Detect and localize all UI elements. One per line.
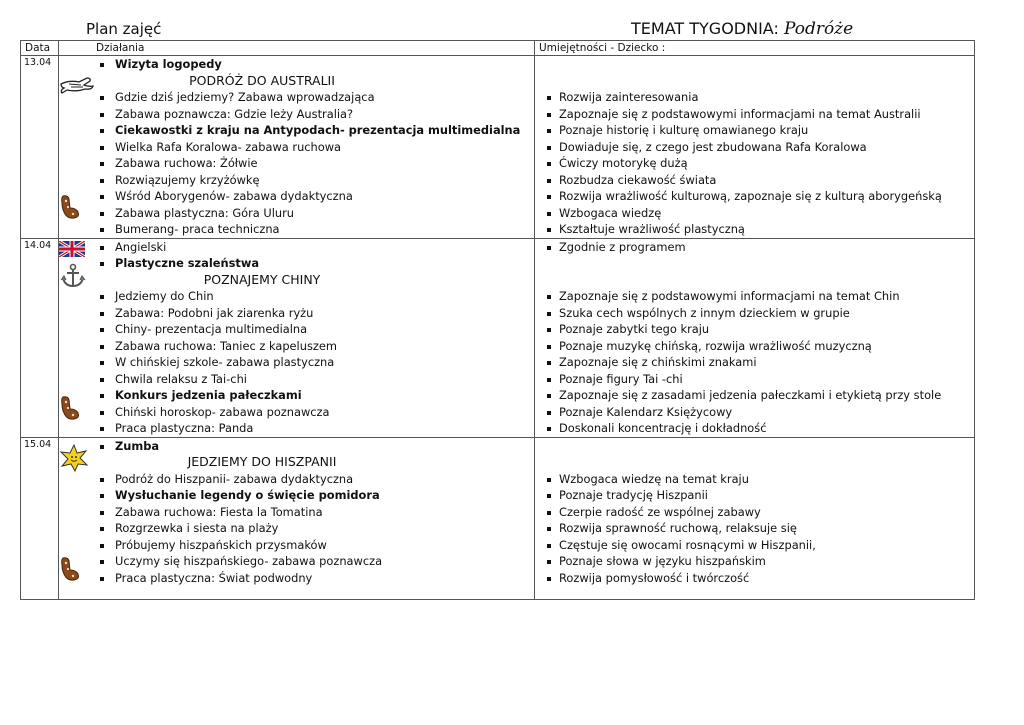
activities-list	[57, 239, 534, 437]
activity-item: Zabawa ruchowa: Żółwie	[57, 155, 534, 172]
header-date: Data	[21, 41, 59, 56]
activity-item: Chwila relaksu z Tai-chi	[57, 371, 534, 388]
skill-item: Częstuje się owocami rosnącymi w Hiszpanii,	[541, 537, 974, 554]
week-topic	[631, 19, 853, 39]
skills-list	[535, 56, 974, 238]
activities-cell	[59, 56, 535, 239]
date-label: 13.04	[24, 57, 52, 68]
skill-item: Zapoznaje się z zasadami jedzenia pałeczkami i etykietą przy stole	[541, 387, 974, 404]
activity-item: Próbujemy hiszpańskich przysmaków	[57, 537, 534, 554]
activity-item: Zumba	[57, 438, 534, 455]
date-cell	[21, 437, 59, 599]
skill-item: Zapoznaje się z podstawowymi informacjami na temat Chin	[541, 288, 974, 305]
activity-item: Wielka Rafa Koralowa- zabawa ruchowa	[57, 139, 534, 156]
day-theme-heading: POZNAJEMY CHINY	[203, 271, 321, 287]
skill-item: Zapoznaje się z podstawowymi informacjami na temat Australii	[541, 106, 974, 123]
header-activities	[59, 41, 535, 56]
activity-item: Rozgrzewka i siesta na plaży	[57, 520, 534, 537]
activity-item: Praca plastyczna: Świat podwodny	[57, 570, 534, 587]
skill-spacer	[541, 255, 974, 272]
plan-table	[20, 40, 975, 600]
activity-item: Chiński horoskop- zabawa poznawcza	[57, 404, 534, 421]
skill-item: Doskonali koncentrację i dokładność	[541, 420, 974, 437]
skill-item: Poznaje figury Tai -chi	[541, 371, 974, 388]
skills-list	[535, 438, 974, 587]
skill-spacer	[541, 56, 974, 73]
skill-item: Rozwija zainteresowania	[541, 89, 974, 106]
skills-cell	[535, 238, 975, 437]
skill-spacer	[541, 272, 974, 289]
activity-item: Wysłuchanie legendy o święcie pomidora	[57, 487, 534, 504]
skill-item: Kształtuje wrażliwość plastyczną	[541, 221, 974, 238]
activities-cell	[59, 238, 535, 437]
activities-cell	[59, 437, 535, 599]
activity-item: Ciekawostki z kraju na Antypodach- prezentacja multimedialna	[57, 122, 534, 139]
activity-item: Uczymy się hiszpańskiego- zabawa poznawcza	[57, 553, 534, 570]
skill-item: Poznaje zabytki tego kraju	[541, 321, 974, 338]
activity-item: Zabawa ruchowa: Fiesta la Tomatina	[57, 504, 534, 521]
skill-item: Zapoznaje się z chińskimi znakami	[541, 354, 974, 371]
day-row	[21, 238, 975, 437]
date-label: 15.04	[24, 438, 52, 450]
activity-item: Zabawa poznawcza: Gdzie leży Australia?	[57, 106, 534, 123]
activity-item: Zabawa ruchowa: Taniec z kapeluszem	[57, 338, 534, 355]
activity-item: Angielski	[57, 239, 534, 256]
activities-list	[57, 438, 534, 587]
date-label: 14.04	[24, 239, 52, 251]
skill-item: Wzbogaca wiedzę na temat kraju	[541, 471, 974, 488]
skill-item: Zgodnie z programem	[541, 239, 974, 256]
skill-item: Poznaje muzykę chińską, rozwija wrażliwość muzyczną	[541, 338, 974, 355]
activity-item: Plastyczne szaleństwa	[57, 255, 534, 272]
day-row	[21, 437, 975, 599]
activity-item: Jedziemy do Chin	[57, 288, 534, 305]
skill-item: Wzbogaca wiedzę	[541, 205, 974, 222]
activity-item: Zabawa: Podobni jak ziarenka ryżu	[57, 305, 534, 322]
plan-title: Plan zajęć	[86, 20, 162, 38]
skill-item: Poznaje historię i kulturę omawianego kraju	[541, 122, 974, 139]
date-cell	[21, 56, 59, 239]
date-cell	[21, 238, 59, 437]
skill-item: Rozwija pomysłowość i twórczość	[541, 570, 974, 587]
activity-item: Bumerang- praca techniczna	[57, 221, 534, 238]
skill-item: Rozwija sprawność ruchową, relaksuje się	[541, 520, 974, 537]
skill-item: Poznaje słowa w języku hiszpańskim	[541, 553, 974, 570]
activity-item: W chińskiej szkole- zabawa plastyczna	[57, 354, 534, 371]
activities-list	[57, 56, 534, 238]
skill-item: Dowiaduje się, z czego jest zbudowana Rafa Koralowa	[541, 139, 974, 156]
day-row	[21, 56, 975, 239]
day-theme-heading: PODRÓŻ DO AUSTRALII	[189, 72, 335, 88]
skill-item: Rozbudza ciekawość świata	[541, 172, 974, 189]
activity-item: Podróż do Hiszpanii- zabawa dydaktyczna	[57, 471, 534, 488]
skill-item: Czerpie radość ze wspólnej zabawy	[541, 504, 974, 521]
topic-label: TEMAT TYGODNIA:	[631, 19, 779, 38]
skill-item: Poznaje Kalendarz Księżycowy	[541, 404, 974, 421]
skills-list	[535, 239, 974, 437]
table-header-row	[21, 41, 975, 56]
activity-item: Chiny- prezentacja multimedialna	[57, 321, 534, 338]
activity-item: Gdzie dziś jedziemy? Zabawa wprowadzająca	[57, 89, 534, 106]
skill-item: Rozwija wrażliwość kulturową, zapoznaje się z kulturą aborygeńską	[541, 188, 974, 205]
skill-spacer	[541, 438, 974, 455]
day-theme-heading: JEDZIEMY DO HISZPANII	[187, 454, 337, 469]
skill-spacer	[541, 454, 974, 471]
activity-item: Zabawa plastyczna: Góra Uluru	[57, 205, 534, 222]
activity-item: Rozwiązujemy krzyżówkę	[57, 172, 534, 189]
skill-item: Ćwiczy motorykę dużą	[541, 155, 974, 172]
activity-item: Wśród Aborygenów- zabawa dydaktyczna	[57, 188, 534, 205]
activity-item: Praca plastyczna: Panda	[57, 420, 534, 437]
header-activities-label: Działania	[96, 42, 145, 54]
header-skills: Umiejętności - Dziecko :	[535, 41, 975, 56]
topic-value: Podróże	[783, 19, 854, 39]
activity-item: Wizyta logopedy	[57, 56, 534, 73]
activity-item: Konkurs jedzenia pałeczkami	[57, 387, 534, 404]
skill-item: Szuka cech wspólnych z innym dzieckiem w grupie	[541, 305, 974, 322]
skills-cell	[535, 437, 975, 599]
skills-cell	[535, 56, 975, 239]
skill-spacer	[541, 73, 974, 90]
skill-item: Poznaje tradycję Hiszpanii	[541, 487, 974, 504]
